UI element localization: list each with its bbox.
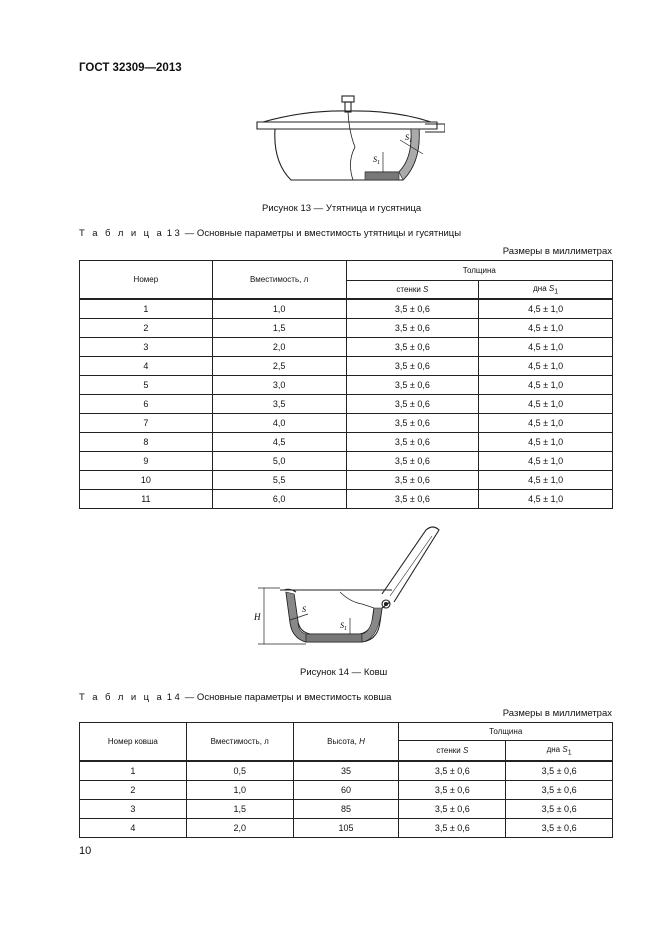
table-cell: 1 xyxy=(80,761,187,781)
table-cell: 6 xyxy=(80,395,213,414)
figure14-caption: Рисунок 14 — Ковш xyxy=(300,667,388,678)
table-row xyxy=(80,819,613,838)
table-cell: 4,5 ± 1,0 xyxy=(479,376,613,395)
th14-thickness: Толщина xyxy=(399,723,613,741)
table-cell: 3,5 ± 0,6 xyxy=(346,433,479,452)
th14-bottom: дна $S_1$ xyxy=(506,741,613,762)
table-row xyxy=(80,414,613,433)
th14-capacity: Вместимость, л xyxy=(186,723,293,762)
th14-height: Высота, H xyxy=(293,723,399,762)
table-cell: 3,5 xyxy=(212,395,346,414)
table-cell: 3 xyxy=(80,800,187,819)
table-row xyxy=(80,761,613,781)
table-row xyxy=(80,433,613,452)
table-cell: 1 xyxy=(80,299,213,319)
table-cell: 5 xyxy=(80,376,213,395)
table-cell: 3,5 ± 0,6 xyxy=(346,357,479,376)
table-cell: 1,5 xyxy=(212,319,346,338)
table-cell: 3,5 ± 0,6 xyxy=(346,319,479,338)
figure13-label-s: $S_1$ xyxy=(405,133,412,144)
figure13-label-s1: $S_1$ xyxy=(373,155,380,166)
table-row xyxy=(80,490,613,509)
table-cell: 1,5 xyxy=(186,800,293,819)
table-cell: 2,5 xyxy=(212,357,346,376)
table-cell: 3,5 ± 0,6 xyxy=(506,819,613,838)
document-header: ГОСТ 32309—2013 xyxy=(79,62,182,74)
th14-number: Номер ковша xyxy=(80,723,187,762)
table-row xyxy=(80,471,613,490)
table13-units: Размеры в миллиметрах xyxy=(502,246,612,257)
table-cell: 4,5 ± 1,0 xyxy=(479,490,613,509)
table-cell: 8 xyxy=(80,433,213,452)
figure-roaster-drawing xyxy=(245,92,445,192)
table-cell: 5,5 xyxy=(212,471,346,490)
table-cell: 3,5 ± 0,6 xyxy=(346,338,479,357)
th-number: Номер xyxy=(80,261,213,300)
table-cell: 3,5 ± 0,6 xyxy=(346,376,479,395)
table-row xyxy=(80,299,613,319)
figure13-caption: Рисунок 13 — Утятница и гусятница xyxy=(262,203,422,214)
table-cell: 3,5 ± 0,6 xyxy=(346,471,479,490)
th-thickness: Толщина xyxy=(346,261,612,281)
table-cell: 3,5 ± 0,6 xyxy=(399,800,506,819)
table-row xyxy=(80,452,613,471)
table-cell: 0,5 xyxy=(186,761,293,781)
table-cell: 4,5 ± 1,0 xyxy=(479,414,613,433)
table-cell: 3,5 ± 0,6 xyxy=(399,761,506,781)
table-cell: 3,5 ± 0,6 xyxy=(399,819,506,838)
table-cell: 4,5 ± 1,0 xyxy=(479,395,613,414)
table-cell: 3,5 ± 0,6 xyxy=(506,781,613,800)
table-row xyxy=(80,357,613,376)
table-cell: 3,5 ± 0,6 xyxy=(506,761,613,781)
table-row xyxy=(80,781,613,800)
table-cell: 35 xyxy=(293,761,399,781)
table-cell: 4,0 xyxy=(212,414,346,433)
figure14-label-s1: $S_1$ xyxy=(340,621,347,632)
table-cell: 4,5 ± 1,0 xyxy=(479,471,613,490)
table-row xyxy=(80,319,613,338)
table-cell: 3,5 ± 0,6 xyxy=(346,395,479,414)
table-cell: 11 xyxy=(80,490,213,509)
table-cell: 1,0 xyxy=(212,299,346,319)
table-cell: 9 xyxy=(80,452,213,471)
table-cell: 4,5 ± 1,0 xyxy=(479,299,613,319)
th-capacity: Вместимость, л xyxy=(212,261,346,300)
table14-units: Размеры в миллиметрах xyxy=(502,708,612,719)
table-cell: 85 xyxy=(293,800,399,819)
table-cell: 2,0 xyxy=(186,819,293,838)
table-cell: 4,5 ± 1,0 xyxy=(479,452,613,471)
table14-caption: Т а б л и ц а 14 — Основные параметры и вместимость ковша xyxy=(79,692,392,703)
table-cell: 3,5 ± 0,6 xyxy=(506,800,613,819)
table-cell: 1,0 xyxy=(186,781,293,800)
table-row xyxy=(80,338,613,357)
table-cell: 3,0 xyxy=(212,376,346,395)
table-cell: 3,5 ± 0,6 xyxy=(346,490,479,509)
table-row xyxy=(80,395,613,414)
table-cell: 6,0 xyxy=(212,490,346,509)
table-cell: 60 xyxy=(293,781,399,800)
th14-wall: стенки S xyxy=(399,741,506,762)
table-cell: 4,5 ± 1,0 xyxy=(479,338,613,357)
table-row xyxy=(80,800,613,819)
table-cell: 3,5 ± 0,6 xyxy=(346,414,479,433)
table-cell: 10 xyxy=(80,471,213,490)
table-cell: 3,5 ± 0,6 xyxy=(346,299,479,319)
table-cell: 2 xyxy=(80,319,213,338)
table-cell: 4 xyxy=(80,357,213,376)
table-cell: 4,5 ± 1,0 xyxy=(479,319,613,338)
table13 xyxy=(79,260,613,509)
page-number: 10 xyxy=(79,845,92,857)
table-cell: 105 xyxy=(293,819,399,838)
table-cell: 2,0 xyxy=(212,338,346,357)
table13-caption: Т а б л и ц а 13 — Основные параметры и вместимость утятницы и гусятницы xyxy=(79,228,462,239)
table-row xyxy=(80,376,613,395)
table-cell: 4,5 ± 1,0 xyxy=(479,357,613,376)
figure14-label-h: H xyxy=(254,612,261,622)
table-cell: 2 xyxy=(80,781,187,800)
table-cell: 3,5 ± 0,6 xyxy=(346,452,479,471)
table-cell: 4,5 xyxy=(212,433,346,452)
th-bottom: дна $S_1$ xyxy=(479,281,613,300)
th-wall: стенки S xyxy=(346,281,479,300)
figure-ladle-drawing xyxy=(250,522,450,652)
table-cell: 3,5 ± 0,6 xyxy=(399,781,506,800)
table-cell: 3 xyxy=(80,338,213,357)
table14 xyxy=(79,722,613,838)
table-cell: 4 xyxy=(80,819,187,838)
figure14-label-s: S xyxy=(302,605,306,614)
table-cell: 7 xyxy=(80,414,213,433)
table-cell: 4,5 ± 1,0 xyxy=(479,433,613,452)
table-cell: 5,0 xyxy=(212,452,346,471)
